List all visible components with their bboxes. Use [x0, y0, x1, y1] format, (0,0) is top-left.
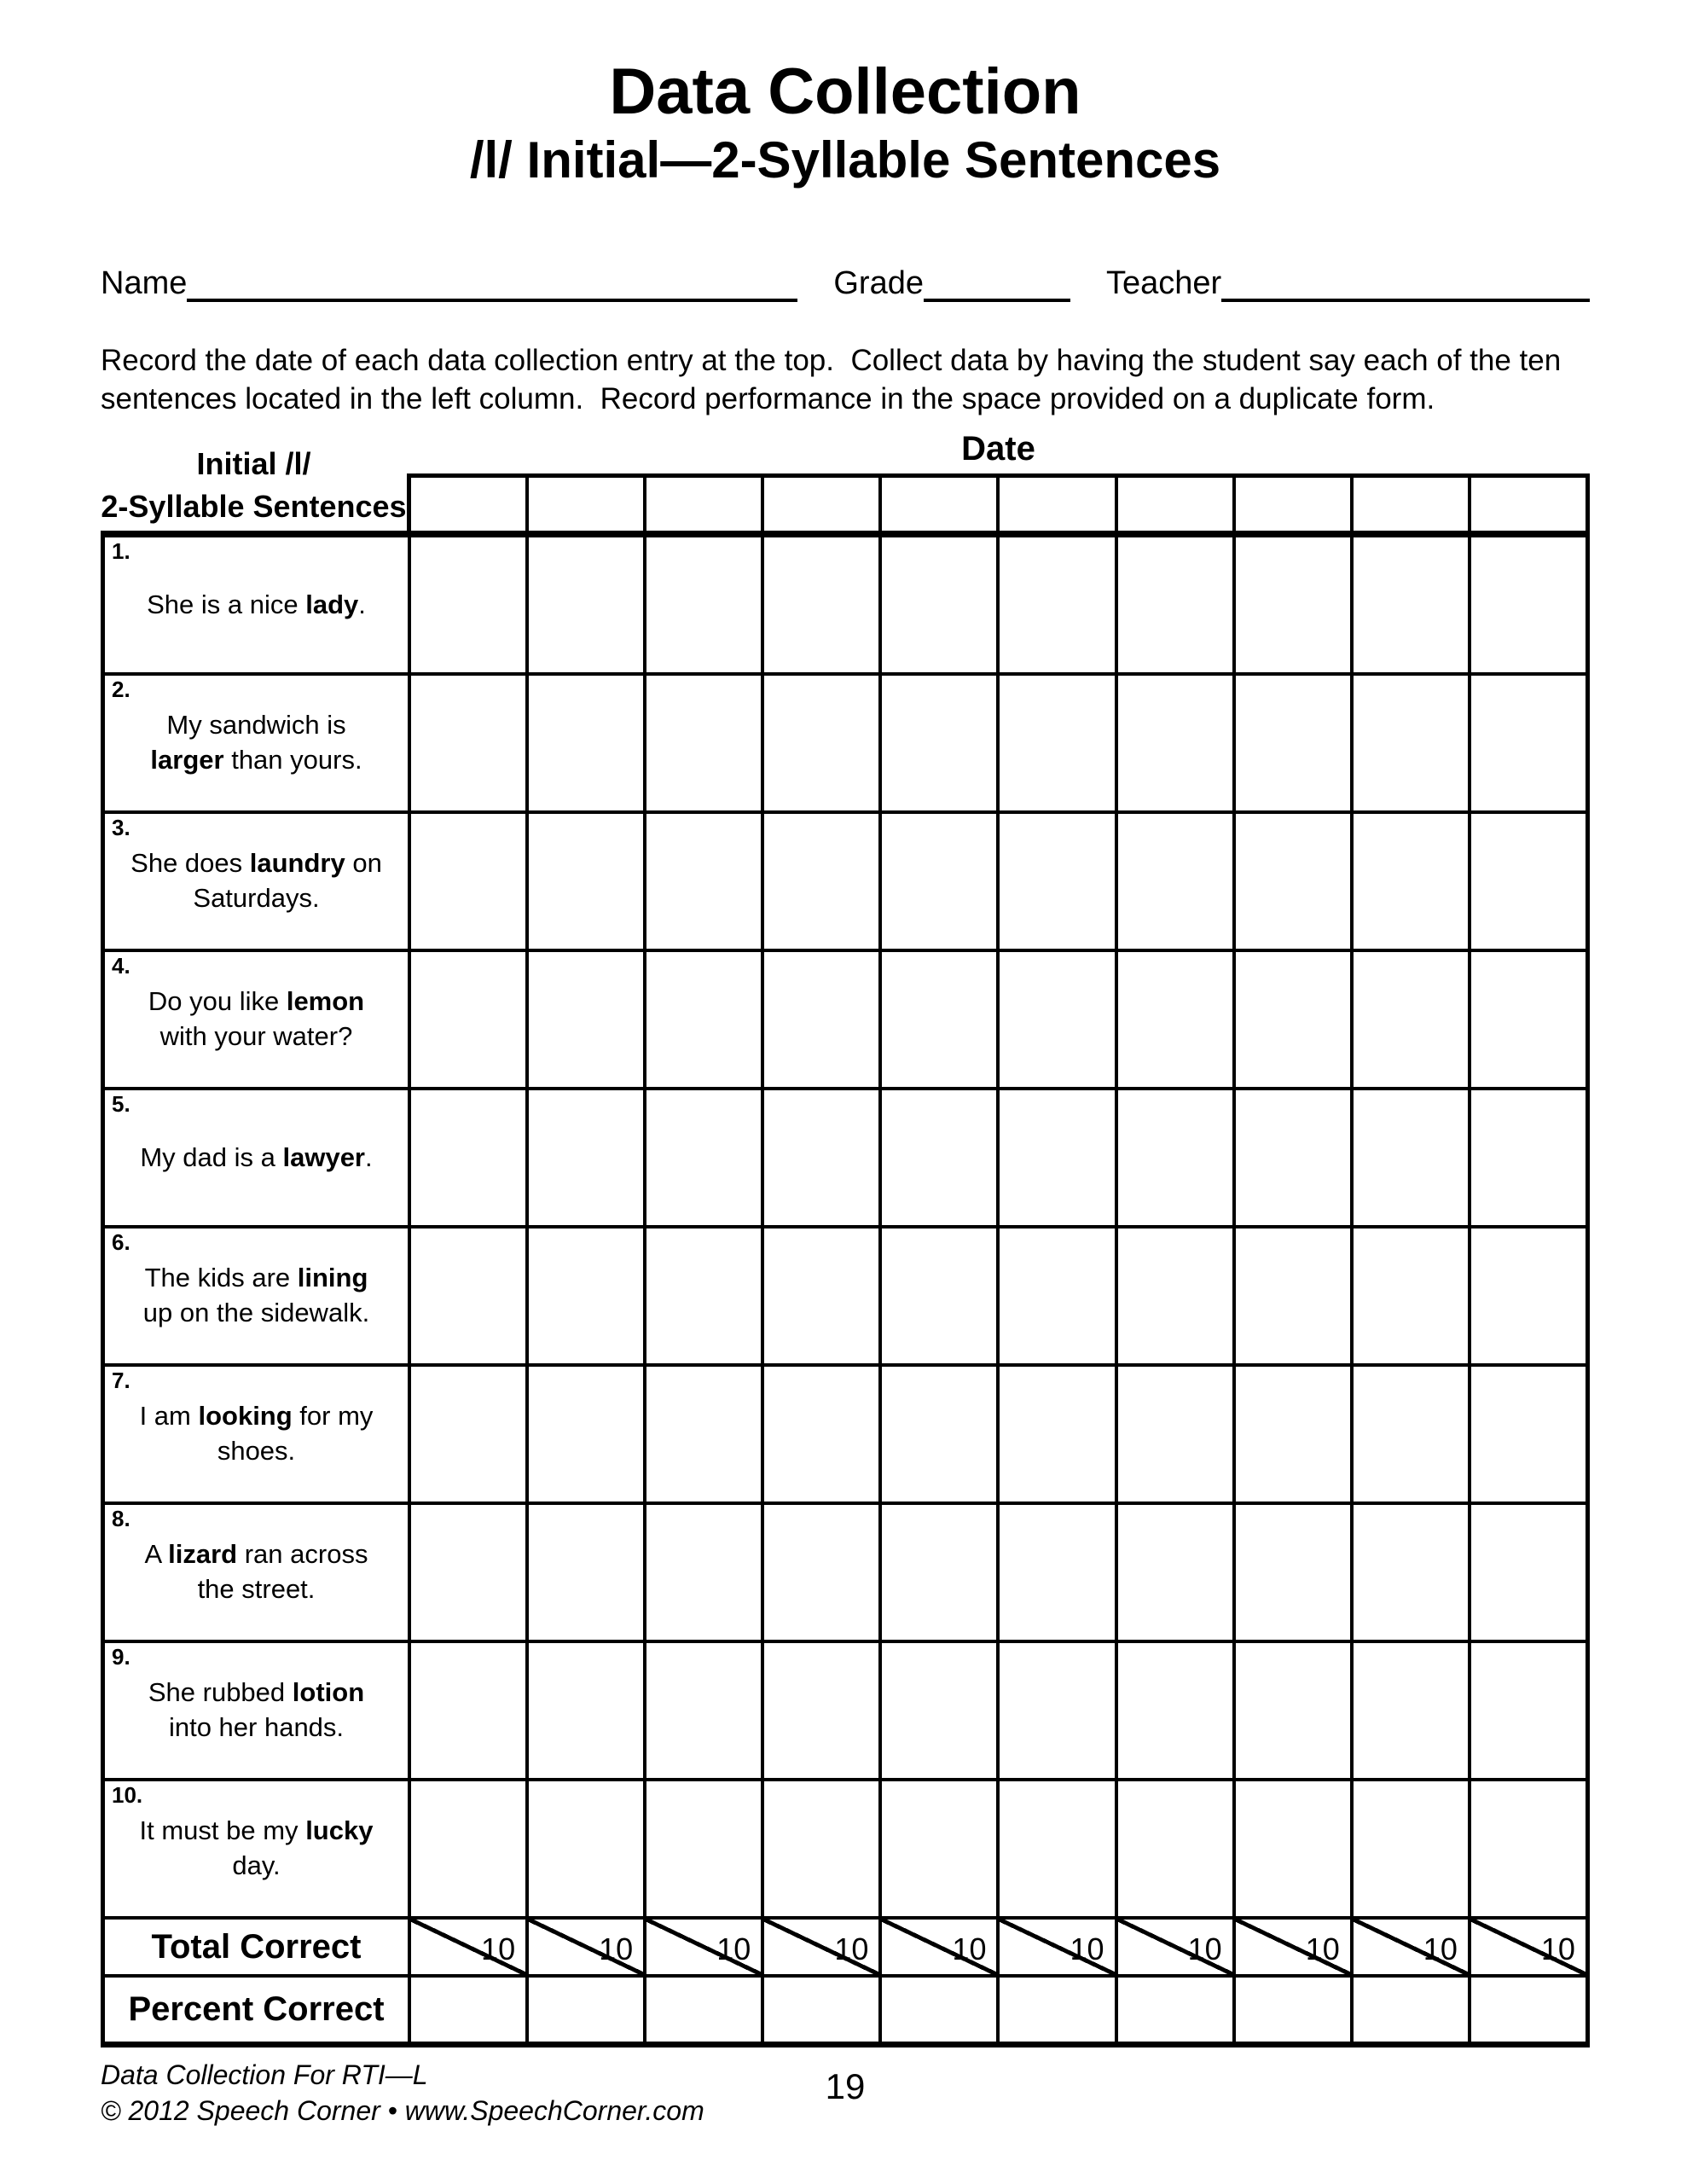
- data-cell: [1115, 1367, 1232, 1502]
- sentence-number: 5.: [112, 1091, 130, 1118]
- data-cell: [643, 537, 761, 672]
- grade-field-line: [924, 261, 1070, 302]
- footer-copyright: © 2012 Speech Corner • www.SpeechCorner.com: [101, 2094, 704, 2126]
- date-header-cell: [878, 478, 996, 531]
- data-cell: [1350, 537, 1468, 672]
- sentence-number: 8.: [112, 1506, 130, 1532]
- sentence-row: [105, 676, 1586, 814]
- sentence-number: 4.: [112, 953, 130, 979]
- percent-correct-cell: [1232, 1978, 1350, 2042]
- total-correct-cell: [1350, 1920, 1468, 1974]
- sentence-label-cell: [105, 1643, 411, 1778]
- data-cell: [525, 814, 643, 949]
- sentence-text: I am looking for my shoes.: [139, 1401, 374, 1467]
- total-denominator: 10: [1540, 1931, 1575, 1967]
- data-cell: [1232, 814, 1350, 949]
- table-header: [101, 430, 1590, 531]
- sentence-row: [105, 537, 1586, 676]
- data-cell: [525, 1781, 643, 1916]
- total-correct-label: Total Correct: [105, 1920, 411, 1974]
- date-header-cell: [1350, 478, 1468, 531]
- sentence-label-cell: [105, 537, 411, 672]
- row-header-line1: Initial /l/: [196, 445, 311, 481]
- data-cell: [643, 1090, 761, 1225]
- sentence-row: [105, 952, 1586, 1090]
- data-cell: [1115, 1781, 1232, 1916]
- data-cell: [761, 952, 878, 1087]
- data-cell: [761, 537, 878, 672]
- total-denominator: 10: [1305, 1931, 1340, 1967]
- teacher-field-line: [1221, 261, 1590, 302]
- data-cell: [996, 1781, 1114, 1916]
- row-header-line2: 2-Syllable Sentences: [101, 488, 407, 524]
- data-cell: [878, 952, 996, 1087]
- data-cell: [1468, 537, 1586, 672]
- data-cell: [643, 1781, 761, 1916]
- data-cell: [525, 537, 643, 672]
- total-denominator: 10: [599, 1931, 634, 1967]
- data-cell: [996, 1228, 1114, 1363]
- sentence-text: She is a nice lady.: [147, 589, 366, 619]
- data-cell: [1468, 676, 1586, 810]
- total-correct-cell: [1232, 1920, 1350, 1974]
- data-cell: [1232, 1090, 1350, 1225]
- sentence-label-cell: [105, 1367, 411, 1502]
- total-correct-row: [105, 1920, 1586, 1978]
- date-header-cell: [525, 478, 643, 531]
- percent-correct-cell: [1468, 1978, 1586, 2042]
- data-cell: [525, 1090, 643, 1225]
- percent-correct-cell: [1350, 1978, 1468, 2042]
- data-cell: [996, 537, 1114, 672]
- data-cell: [1468, 1367, 1586, 1502]
- date-header-cell: [411, 478, 525, 531]
- data-cell: [1350, 1228, 1468, 1363]
- sentence-number: 10.: [112, 1782, 143, 1809]
- data-cell: [643, 952, 761, 1087]
- data-cell: [761, 1367, 878, 1502]
- percent-correct-cell: [525, 1978, 643, 2042]
- total-denominator: 10: [481, 1931, 516, 1967]
- data-cell: [1468, 1643, 1586, 1778]
- data-cell: [1468, 1228, 1586, 1363]
- data-cell: [996, 1367, 1114, 1502]
- data-cell: [761, 1643, 878, 1778]
- sentence-row: [105, 814, 1586, 952]
- data-cell: [1468, 952, 1586, 1087]
- data-cell: [525, 1228, 643, 1363]
- data-cell: [996, 1643, 1114, 1778]
- percent-correct-cell: [878, 1978, 996, 2042]
- sentence-text: The kids are lining up on the sidewalk.: [142, 1263, 370, 1328]
- data-cell: [878, 1505, 996, 1640]
- percent-correct-cell: [1115, 1978, 1232, 2042]
- data-cell: [1115, 1228, 1232, 1363]
- data-cell: [525, 1367, 643, 1502]
- date-header-strip: [407, 473, 1590, 531]
- data-cell: [1232, 676, 1350, 810]
- data-cell: [1468, 1781, 1586, 1916]
- data-cell: [761, 814, 878, 949]
- instructions-text: Record the date of each data collection entry at the top. Collect data by having the student say each of the ten sentences located in the left column. Record performance in the space provided on a duplicate form.: [101, 344, 1569, 416]
- percent-correct-row: [105, 1978, 1586, 2042]
- data-cell: [643, 1643, 761, 1778]
- data-cell: [411, 952, 525, 1087]
- data-cell: [761, 1781, 878, 1916]
- data-cell: [643, 1228, 761, 1363]
- sentence-row: [105, 1505, 1586, 1643]
- total-denominator: 10: [716, 1931, 751, 1967]
- data-cell: [761, 1090, 878, 1225]
- total-correct-cell: [878, 1920, 996, 1974]
- data-cell: [525, 1505, 643, 1640]
- data-cell: [411, 1090, 525, 1225]
- data-cell: [525, 952, 643, 1087]
- sentence-number: 9.: [112, 1644, 130, 1670]
- data-cell: [643, 676, 761, 810]
- data-cell: [643, 1505, 761, 1640]
- data-cell: [1232, 1643, 1350, 1778]
- data-cell: [996, 814, 1114, 949]
- data-cell: [878, 1090, 996, 1225]
- percent-correct-cell: [643, 1978, 761, 2042]
- data-cell: [411, 1781, 525, 1916]
- data-cell: [1468, 814, 1586, 949]
- data-cell: [1115, 814, 1232, 949]
- total-correct-cell: [411, 1920, 525, 1974]
- date-header-block: [407, 430, 1590, 531]
- data-cell: [1468, 1090, 1586, 1225]
- data-cell: [411, 676, 525, 810]
- total-denominator: 10: [952, 1931, 987, 1967]
- data-cell: [1115, 537, 1232, 672]
- data-cell: [1232, 537, 1350, 672]
- data-cell: [1468, 1505, 1586, 1640]
- sentence-text: She rubbed lotion into her hands.: [148, 1677, 365, 1743]
- data-cell: [761, 1228, 878, 1363]
- data-cell: [1350, 1643, 1468, 1778]
- sentence-label-cell: [105, 814, 411, 949]
- data-cell: [643, 1367, 761, 1502]
- data-cell: [761, 1505, 878, 1640]
- data-cell: [878, 1643, 996, 1778]
- sentence-label-cell: [105, 952, 411, 1087]
- sentence-label-cell: [105, 1090, 411, 1225]
- data-cell: [1350, 952, 1468, 1087]
- data-cell: [1350, 1090, 1468, 1225]
- data-collection-table: [101, 430, 1590, 2048]
- data-cell: [878, 676, 996, 810]
- date-header-cell: [996, 478, 1114, 531]
- student-info-row: [101, 261, 1590, 302]
- data-cell: [411, 1367, 525, 1502]
- date-header-cell: [761, 478, 878, 531]
- data-cell: [1232, 1781, 1350, 1916]
- data-cell: [411, 537, 525, 672]
- data-cell: [1350, 1781, 1468, 1916]
- data-cell: [1232, 952, 1350, 1087]
- page-footer: [101, 2058, 1590, 2129]
- data-cell: [996, 1505, 1114, 1640]
- data-cell: [643, 814, 761, 949]
- row-header-label: [101, 430, 407, 531]
- total-denominator: 10: [1070, 1931, 1104, 1967]
- data-cell: [1115, 1090, 1232, 1225]
- data-cell: [525, 1643, 643, 1778]
- data-cell: [411, 1228, 525, 1363]
- sentence-row: [105, 1367, 1586, 1505]
- data-cell: [878, 1367, 996, 1502]
- sentence-row: [105, 1090, 1586, 1228]
- data-cell: [411, 1505, 525, 1640]
- name-field-line: [187, 261, 797, 302]
- percent-correct-cell: [411, 1978, 525, 2042]
- percent-correct-cell: [761, 1978, 878, 2042]
- sentence-number: 7.: [112, 1368, 130, 1394]
- data-cell: [878, 1781, 996, 1916]
- total-denominator: 10: [1423, 1931, 1458, 1967]
- header-divider-rule: [101, 531, 1590, 537]
- data-cell: [1115, 1643, 1232, 1778]
- sentence-label-cell: [105, 1781, 411, 1916]
- sentence-label-cell: [105, 676, 411, 810]
- data-cell: [1232, 1367, 1350, 1502]
- sentence-text: My dad is a lawyer.: [140, 1141, 373, 1172]
- data-cell: [996, 1090, 1114, 1225]
- total-correct-cell: [996, 1920, 1114, 1974]
- teacher-field-label: Teacher: [1106, 265, 1222, 301]
- page-title: Data Collection: [609, 55, 1081, 128]
- date-header-cell: [1468, 478, 1586, 531]
- data-cell: [1350, 676, 1468, 810]
- total-correct-cell: [1468, 1920, 1586, 1974]
- total-denominator: 10: [834, 1931, 869, 1967]
- total-correct-cell: [761, 1920, 878, 1974]
- footer-source-title: Data Collection For RTI—L: [101, 2059, 428, 2091]
- sentence-row: [105, 1781, 1586, 1920]
- grade-field-label: Grade: [833, 265, 924, 301]
- total-correct-cell: [643, 1920, 761, 1974]
- sentence-label-cell: [105, 1228, 411, 1363]
- sentence-number: 2.: [112, 677, 130, 703]
- data-cell: [1115, 1505, 1232, 1640]
- data-cell: [878, 814, 996, 949]
- data-cell: [1115, 952, 1232, 1087]
- page-number: 19: [825, 2066, 866, 2107]
- name-field-label: Name: [101, 265, 188, 301]
- date-header-cell: [1232, 478, 1350, 531]
- sentence-number: 3.: [112, 815, 130, 841]
- data-cell: [1350, 1367, 1468, 1502]
- sentence-number: 6.: [112, 1229, 130, 1256]
- sentence-text: My sandwich is larger than yours.: [150, 710, 362, 775]
- data-cell: [878, 537, 996, 672]
- total-denominator: 10: [1187, 1931, 1222, 1967]
- date-header-cell: [643, 478, 761, 531]
- sentence-text: A lizard ran across the street.: [144, 1539, 368, 1605]
- data-cell: [1232, 1228, 1350, 1363]
- sentence-text: Do you like lemon with your water?: [148, 986, 365, 1052]
- page-subtitle: /l/ Initial—2-Syllable Sentences: [469, 131, 1221, 189]
- data-cell: [1232, 1505, 1350, 1640]
- table-body: [101, 537, 1590, 2048]
- total-correct-cell: [525, 1920, 643, 1974]
- data-cell: [1350, 1505, 1468, 1640]
- total-correct-cell: [1115, 1920, 1232, 1974]
- data-cell: [996, 676, 1114, 810]
- data-cell: [761, 676, 878, 810]
- data-cell: [411, 814, 525, 949]
- data-cell: [996, 952, 1114, 1087]
- sentence-text: She does laundry on Saturdays.: [130, 848, 382, 914]
- percent-correct-label: Percent Correct: [105, 1978, 411, 2042]
- data-cell: [1115, 676, 1232, 810]
- sentence-row: [105, 1228, 1586, 1367]
- date-header-label: Date: [961, 430, 1035, 468]
- date-header-cell: [1115, 478, 1232, 531]
- percent-correct-cell: [996, 1978, 1114, 2042]
- data-cell: [411, 1643, 525, 1778]
- sentence-number: 1.: [112, 538, 130, 565]
- sentence-row: [105, 1643, 1586, 1781]
- data-cell: [878, 1228, 996, 1363]
- data-cell: [1350, 814, 1468, 949]
- sentence-label-cell: [105, 1505, 411, 1640]
- data-cell: [525, 676, 643, 810]
- sentence-text: It must be my lucky day.: [139, 1815, 374, 1881]
